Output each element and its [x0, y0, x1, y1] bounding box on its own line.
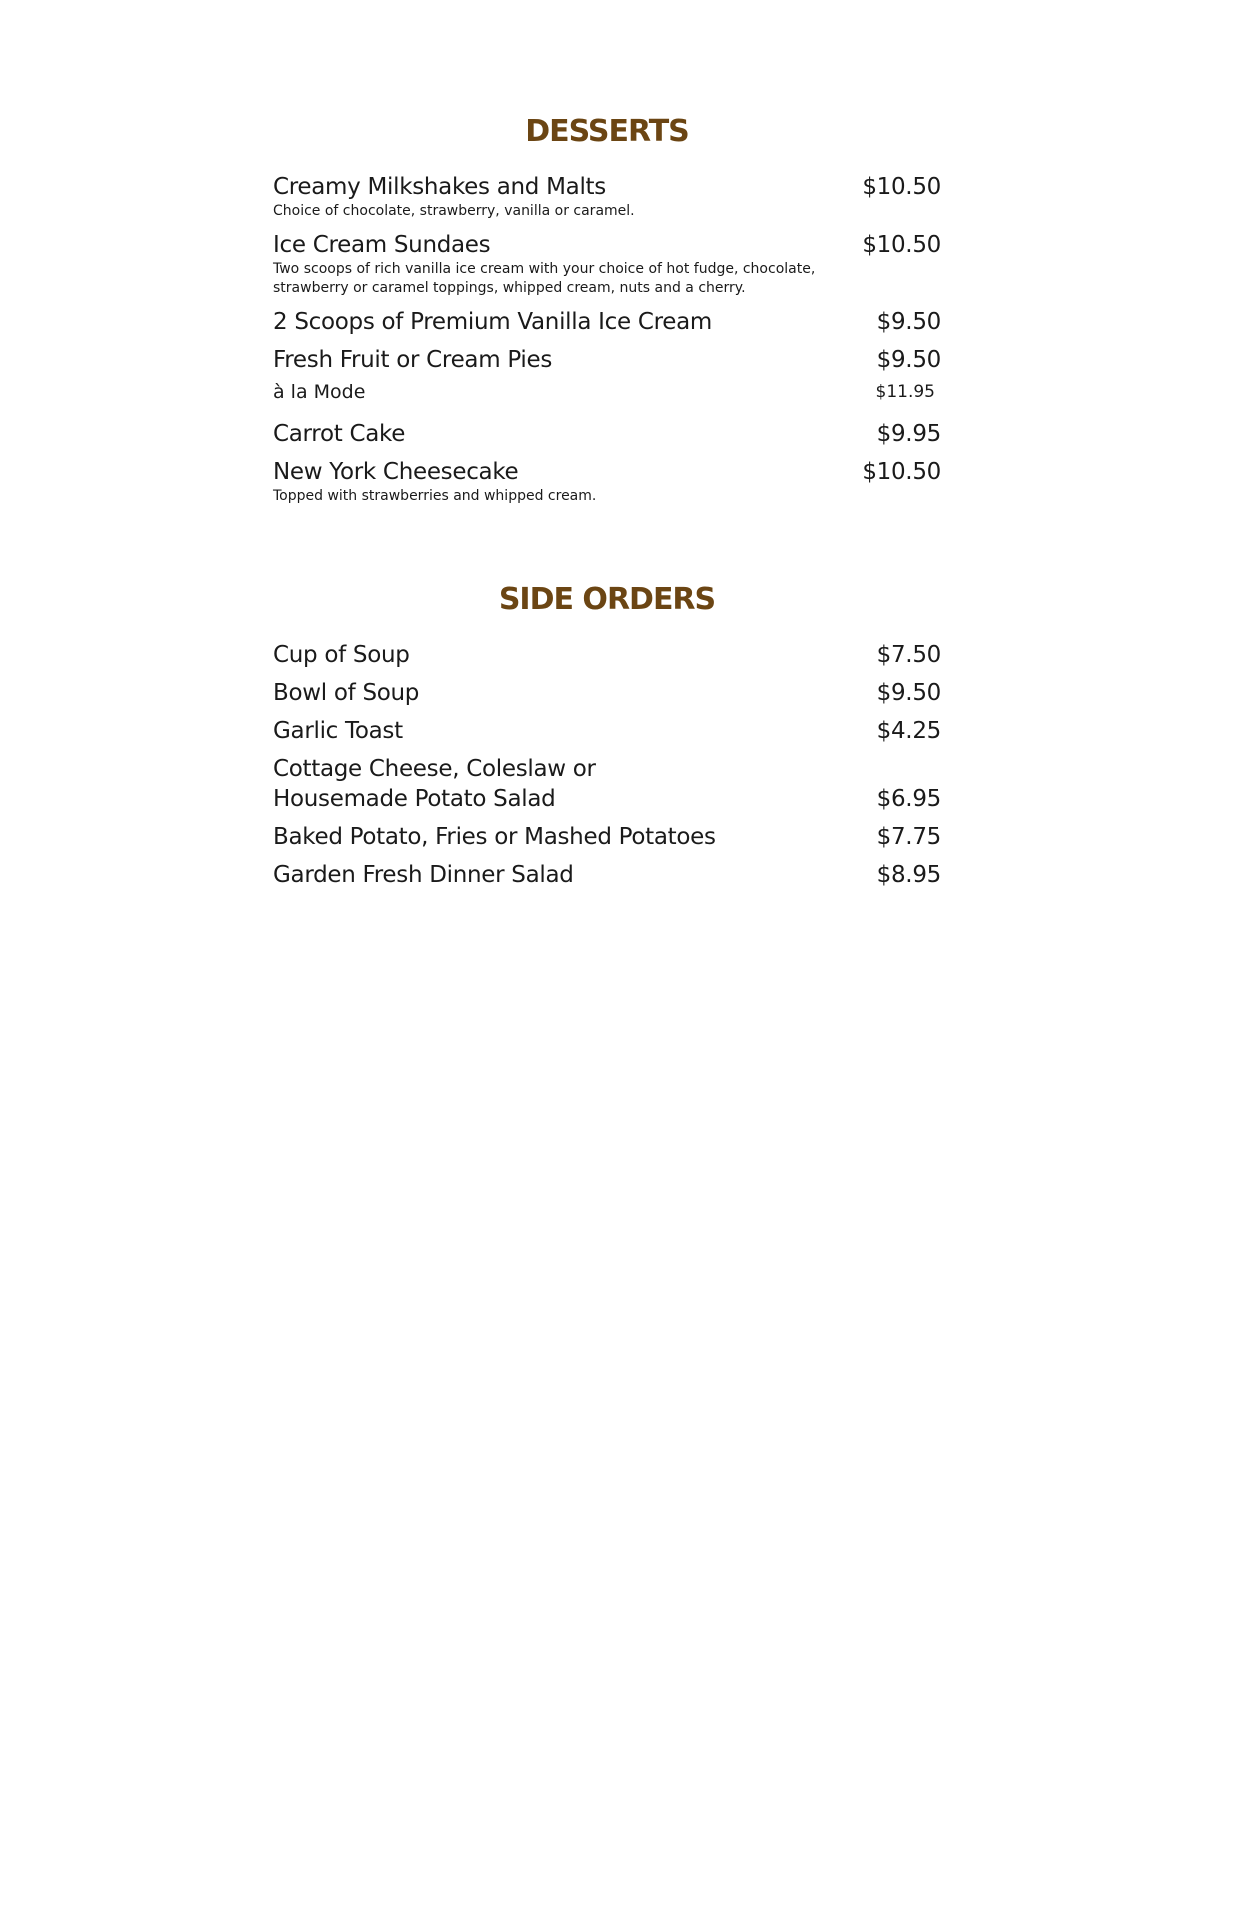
item-price: $8.95 [876, 862, 941, 888]
item-name: Cup of Soup [273, 642, 410, 668]
item-price: $10.50 [862, 232, 941, 258]
side-orders-title: SIDE ORDERS [498, 582, 716, 617]
item-price: $7.50 [876, 642, 941, 668]
menu-item-milkshakes [273, 172, 941, 221]
item-name: Ice Cream Sundaes [273, 232, 491, 258]
item-name: 2 Scoops of Premium Vanilla Ice Cream [273, 309, 713, 335]
menu-item-cottage-cheese [273, 754, 941, 814]
desserts-title: DESSERTS [525, 114, 689, 149]
item-name: Creamy Milkshakes and Malts [273, 174, 606, 200]
item-name: Carrot Cake [273, 421, 406, 447]
menu-item-potatoes [273, 822, 941, 852]
item-name: Bowl of Soup [273, 680, 420, 706]
menu-item-garlic-toast [273, 716, 941, 746]
item-name-line1: Cottage Cheese, Coleslaw or [273, 756, 596, 782]
item-price: $4.25 [876, 718, 941, 744]
side-orders-section [273, 580, 941, 890]
menu-item-cheesecake [273, 457, 941, 506]
menu-item-cup-of-soup [273, 640, 941, 670]
item-variant [273, 375, 941, 409]
item-description: Topped with strawberries and whipped cream. [273, 488, 597, 504]
item-name: Baked Potato, Fries or Mashed Potatoes [273, 824, 716, 850]
item-price: $7.75 [876, 824, 941, 850]
item-price: $10.50 [862, 459, 941, 485]
variant-name: à la Mode [273, 381, 366, 403]
variant-price: $11.95 [875, 382, 935, 402]
item-name: New York Cheesecake [273, 459, 519, 485]
item-name-line2: Housemade Potato Salad [273, 786, 556, 812]
item-name: Garlic Toast [273, 718, 403, 744]
menu-item-pies [273, 345, 941, 409]
item-price: $9.50 [876, 309, 941, 335]
menu-item-ice-cream [273, 307, 941, 337]
item-description: Choice of chocolate, strawberry, vanilla or caramel. [273, 203, 635, 219]
menu-item-carrot-cake [273, 419, 941, 449]
menu-item-sundaes [273, 230, 941, 298]
item-price: $10.50 [862, 174, 941, 200]
item-price: $9.95 [876, 421, 941, 447]
item-description: Two scoops of rich vanilla ice cream with your choice of hot fudge, chocolate, strawberry or caramel toppings, whipped cream, nuts and a cherry. [273, 261, 816, 296]
item-price: $6.95 [876, 786, 941, 812]
item-price: $9.50 [876, 347, 941, 373]
menu-item-bowl-of-soup [273, 678, 941, 708]
item-name: Fresh Fruit or Cream Pies [273, 347, 553, 373]
menu-item-dinner-salad [273, 860, 941, 890]
item-name: Garden Fresh Dinner Salad [273, 862, 574, 888]
item-price: $9.50 [876, 680, 941, 706]
desserts-section [273, 112, 941, 506]
